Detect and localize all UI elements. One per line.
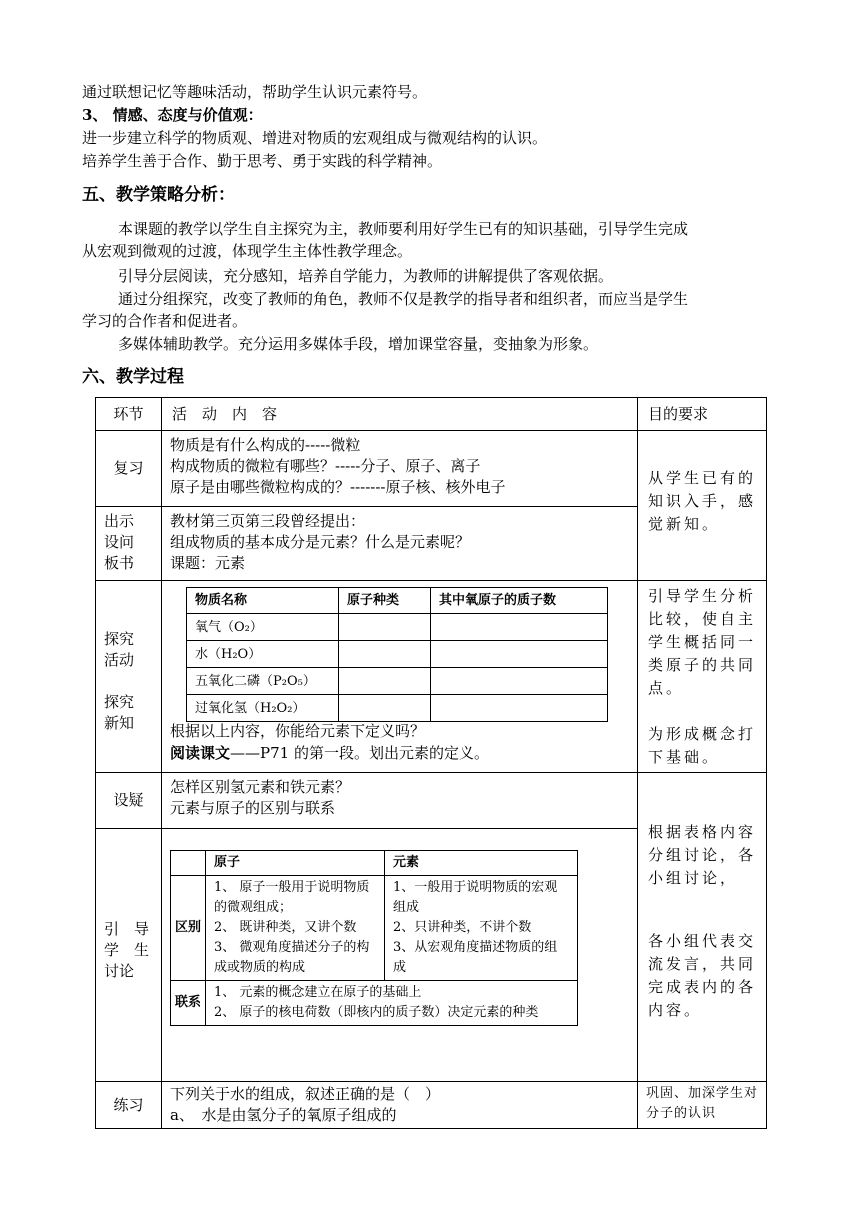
stage-intro-1: 出示: [104, 512, 135, 530]
stage-explore-3: 探究: [104, 693, 135, 711]
empty-cell: [339, 695, 431, 722]
explore-content: [162, 581, 638, 773]
empty-cell: [339, 641, 431, 668]
discuss-content: [162, 829, 638, 1082]
stage-discuss-2: 学 生: [104, 941, 150, 959]
review-goal: 从学生已有的知识入手，感觉新知。: [638, 431, 767, 581]
intro-content: [162, 507, 638, 581]
intro-line-1: 通过联想记忆等趣味活动，帮助学生认识元素符号。: [82, 83, 428, 101]
review-line-2: 构成物质的微粒有哪些？-----分子、原子、离子: [170, 457, 481, 475]
intro-line-2: 3、 情感、态度与价值观：: [82, 106, 263, 124]
stage-intro: [96, 507, 162, 581]
explore-reading: [170, 743, 489, 764]
strategy-para-3a: 通过分组探究，改变了教师的角色，教师不仅是教学的指导者和组织者，而应当是学生: [118, 290, 689, 308]
substance-row: 氧气（O₂）: [187, 614, 339, 641]
strategy-para-2: 引导分层阅读，充分感知，培养自学能力，为教师的讲解提供了客观依据。: [118, 267, 614, 285]
atom-element-table: [170, 850, 578, 1026]
link-item: 1、 元素的概念建立在原子的基础上: [214, 985, 422, 1000]
discuss-goal-1: 根据表格内容分组讨论，各小组讨论，: [648, 823, 757, 887]
stage-explore-1: 探究: [104, 630, 135, 648]
explore-question: 根据以上内容，你能给元素下定义吗？: [170, 722, 426, 740]
stage-explore: [96, 581, 162, 773]
strategy-para-3b: 学习的合作者和促进者。: [82, 312, 248, 330]
explore-goal-1: 引导学生分析比较，使自主学生概括同一类原子的共同点。: [648, 587, 757, 697]
substance-row: 五氧化二磷（P₂O₅）: [187, 668, 339, 695]
stage-review: 复习: [96, 431, 162, 507]
atom-comparison-table: [186, 587, 608, 722]
col-element: 元素: [385, 851, 578, 876]
diff-label: 区别: [171, 876, 206, 981]
header-goal: 目的要求: [638, 398, 767, 431]
link-content: [206, 981, 578, 1026]
stage-explore-2: 活动: [104, 651, 135, 669]
atom-item: 1、 原子一般用于说明物质的微观组成；: [214, 880, 370, 915]
header-stage: 环节: [96, 398, 162, 431]
practice-content: [162, 1082, 638, 1129]
stage-intro-2: 设问: [104, 533, 135, 551]
teaching-process-table: [95, 397, 767, 1129]
element-item: 1、一般用于说明物质的宏观组成: [393, 880, 558, 915]
discuss-goal-2: 各小组代表交流发言，共同完成表内的各内容。: [648, 932, 757, 1019]
col-substance: 物质名称: [187, 588, 339, 614]
practice-goal: 巩固、加深学生对分子的认识: [638, 1082, 767, 1129]
col-atom-type: 原子种类: [339, 588, 431, 614]
empty-cell: [431, 614, 608, 641]
intro-row-line-2: 组成物质的基本成分是元素？什么是元素呢？: [170, 533, 471, 551]
explore-goal-2: 为形成概念打下基础。: [648, 725, 757, 766]
doubt-content: [162, 773, 638, 829]
stage-discuss-3: 讨论: [104, 962, 135, 980]
atom-diff: [206, 876, 385, 981]
stage-discuss: [96, 829, 162, 1082]
review-line-1: 物质是有什么构成的-----微粒: [170, 436, 361, 454]
review-content: [162, 431, 638, 507]
reading-instruction: ——P71 的第一段。划出元素的定义。: [230, 744, 489, 762]
element-item: 2、只讲种类，不讲个数: [393, 920, 532, 935]
element-diff: [385, 876, 578, 981]
strategy-para-1b: 从宏观到微观的过渡，体现学生主体性教学理念。: [82, 242, 413, 260]
intro-row-line-1: 教材第三页第三段曾经提出：: [170, 512, 366, 530]
atom-item: 2、 既讲种类，又讲个数: [214, 920, 357, 935]
empty-cell: [339, 668, 431, 695]
link-item: 2、 原子的核电荷数（即核内的质子数）决定元素的种类: [214, 1005, 539, 1020]
stage-intro-3: 板书: [104, 554, 135, 572]
review-line-3: 原子是由哪些微粒构成的？-------原子核、核外电子: [170, 478, 506, 496]
doubt-line-1: 怎样区别氢元素和铁元素？: [170, 778, 351, 796]
empty-cell: [431, 668, 608, 695]
stage-practice: 练习: [96, 1082, 162, 1129]
empty-cell: [431, 695, 608, 722]
strategy-para-1a: 本课题的教学以学生自主探究为主，教师要利用好学生已有的知识基础，引导学生完成: [118, 220, 689, 238]
substance-row: 过氧化氢（H₂O₂）: [187, 695, 339, 722]
practice-question: 下列关于水的组成，叙述正确的是（ ）: [170, 1085, 441, 1103]
section-heading-process: 六、教学过程: [82, 367, 184, 387]
atom-item: 3、 微观角度描述分子的构成或物质的构成: [214, 940, 370, 975]
section-heading-strategy: 五、教学策略分析：: [82, 185, 235, 205]
explore-goal: [638, 581, 767, 773]
intro-line-4: 培养学生善于合作、勤于思考、勇于实践的科学精神。: [82, 152, 443, 170]
corner-cell: [171, 851, 206, 876]
link-label: 联系: [171, 981, 206, 1026]
stage-discuss-1: 引 导: [104, 920, 150, 938]
substance-row: 水（H₂O）: [187, 641, 339, 668]
intro-line-3: 进一步建立科学的物质观、增进对物质的宏观组成与微观结构的认识。: [82, 129, 548, 147]
col-oxygen-protons: 其中氧原子的质子数: [431, 588, 608, 614]
stage-explore-4: 新知: [104, 714, 135, 732]
header-activity: 活 动 内 容: [162, 398, 638, 431]
strategy-para-4: 多媒体辅助教学。充分运用多媒体手段，增加课堂容量，变抽象为形象。: [118, 335, 599, 353]
empty-cell: [339, 614, 431, 641]
discuss-goal: [638, 773, 767, 1082]
col-atom: 原子: [206, 851, 385, 876]
stage-doubt: 设疑: [96, 773, 162, 829]
doubt-line-2: 元素与原子的区别与联系: [170, 799, 336, 817]
practice-option-a: a、 水是由氢分子的氧原子组成的: [170, 1106, 397, 1124]
element-item: 3、从宏观角度描述物质的组成: [393, 940, 558, 975]
empty-cell: [431, 641, 608, 668]
intro-row-line-3: 课题：元素: [170, 554, 246, 572]
reading-label: 阅读课文: [170, 744, 231, 762]
